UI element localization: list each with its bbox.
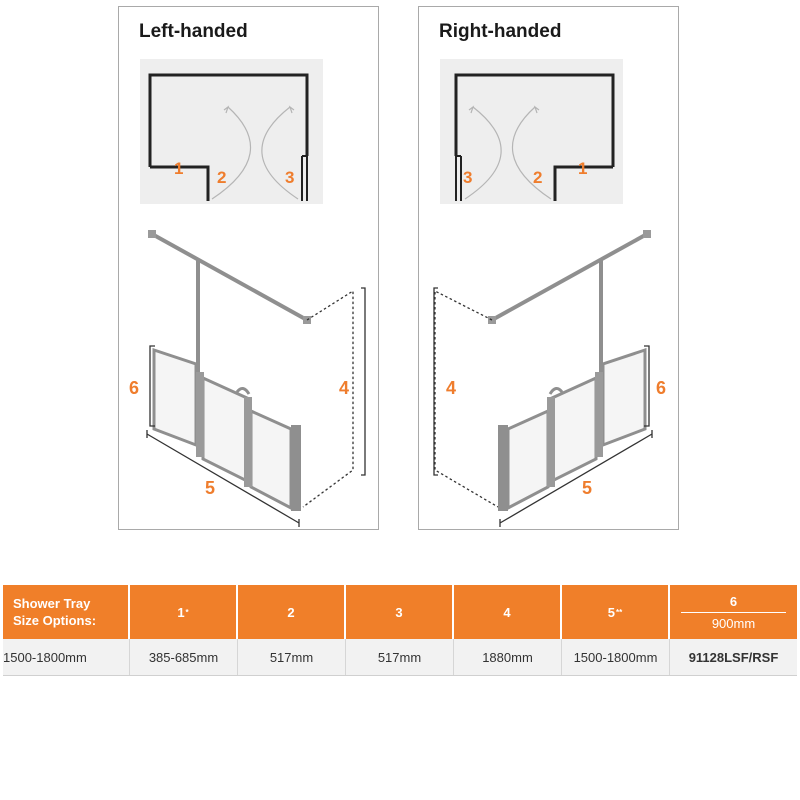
right-handed-panel <box>418 6 679 530</box>
column-header <box>346 585 454 639</box>
end-post <box>291 425 301 511</box>
glass-panel <box>251 411 291 508</box>
dim-line-4 <box>434 288 438 475</box>
table-cell: 385-685mm <box>130 639 238 675</box>
table-cell: 1880mm <box>454 639 562 675</box>
panel-post <box>547 397 555 487</box>
column-header <box>130 585 238 639</box>
glass-panel <box>508 411 548 508</box>
column-header <box>562 585 670 639</box>
end-post <box>498 425 508 511</box>
tray-outline <box>456 75 613 167</box>
arrow-icon <box>469 107 473 113</box>
left-handed-panel <box>118 6 379 530</box>
label-6: 6 <box>656 378 667 398</box>
header-title-line: Shower Tray <box>13 596 91 611</box>
panel-post <box>595 372 603 457</box>
footnote-marker: * <box>185 607 189 617</box>
ceiling-bar <box>152 234 307 320</box>
bar-bracket <box>643 230 651 238</box>
table-cell: 517mm <box>346 639 454 675</box>
plan-view <box>140 59 323 204</box>
panel-post <box>196 372 204 457</box>
header-title-line: Size Options: <box>13 613 97 628</box>
isometric-diagram <box>119 212 380 527</box>
label-3: 3 <box>463 168 473 187</box>
label-4: 4 <box>339 378 350 398</box>
spec-table <box>3 585 797 676</box>
glass-panel <box>203 378 247 481</box>
label-2: 2 <box>217 168 227 187</box>
isometric-view <box>119 212 380 527</box>
column-header <box>454 585 562 639</box>
end-post <box>456 156 461 201</box>
label-5: 5 <box>205 478 216 498</box>
panel-post <box>244 397 252 487</box>
label-5: 5 <box>582 478 593 498</box>
label-4: 4 <box>446 378 457 398</box>
footnote-marker: ** <box>616 607 623 617</box>
table-cell-product-code: 91128LSF/RSF <box>688 649 779 665</box>
column-header <box>238 585 346 639</box>
plan-diagram <box>140 59 323 204</box>
plan-diagram <box>440 59 623 204</box>
isometric-diagram <box>419 212 680 527</box>
column-header-label: 5 <box>607 604 615 620</box>
column-header-label: 1 <box>177 604 185 620</box>
tray-outline <box>150 75 307 167</box>
column-header-label: 3 <box>395 604 403 620</box>
label-1: 1 <box>174 159 184 178</box>
arrow-icon <box>224 107 228 113</box>
label-6: 6 <box>129 378 140 398</box>
glass-panel <box>603 350 645 445</box>
ceiling-bar <box>492 234 647 320</box>
label-2: 2 <box>533 168 543 187</box>
table-header-title <box>3 585 130 639</box>
column-header-label: 6 <box>729 593 738 609</box>
column-header-sublabel: 900mm <box>711 615 756 631</box>
isometric-view <box>419 212 680 527</box>
table-cell: 1500-1800mm <box>562 639 670 675</box>
table-cell: 1500-1800mm <box>3 639 130 675</box>
plan-view <box>440 59 623 204</box>
arrow-icon <box>535 107 539 113</box>
bar-bracket <box>148 230 156 238</box>
glass-panel <box>552 378 596 481</box>
label-1: 1 <box>578 159 588 178</box>
column-header-label: 4 <box>503 604 511 620</box>
table-header-row <box>3 585 797 639</box>
door-swing-arc <box>512 107 551 199</box>
panel-title: Left-handed <box>139 21 248 42</box>
dim-line-4 <box>361 288 365 475</box>
arrow-icon <box>290 107 294 113</box>
label-3: 3 <box>285 168 295 187</box>
end-post <box>302 156 307 201</box>
glass-panel <box>154 350 196 445</box>
table-cell: 517mm <box>238 639 346 675</box>
panel-title: Right-handed <box>439 21 562 42</box>
column-header-label: 2 <box>287 604 295 620</box>
table-row <box>3 639 797 676</box>
column-header <box>670 585 797 639</box>
